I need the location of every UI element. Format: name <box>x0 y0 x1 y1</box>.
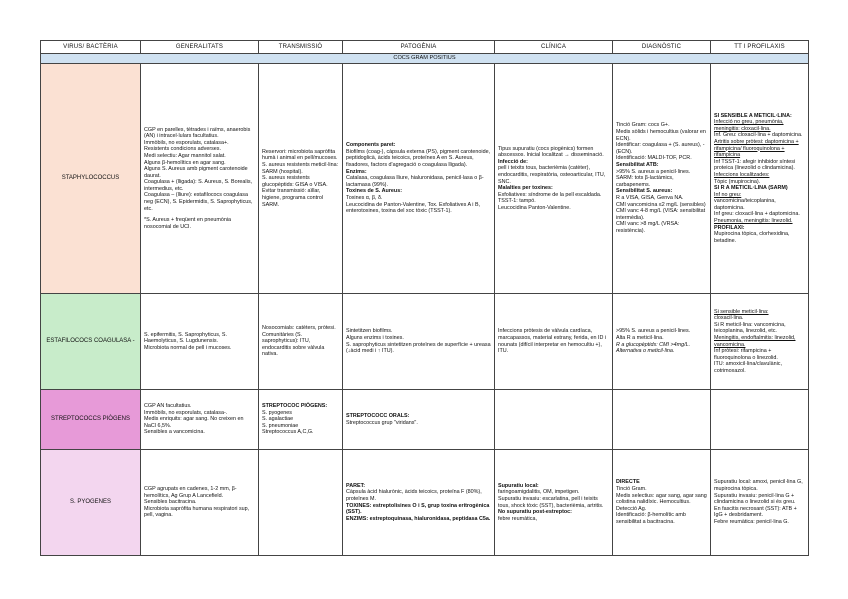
cell-generalitats <box>141 64 259 294</box>
cell-line: Tipus supuratiu (cocs piogènics) formen abscessos. Inicial localitzat → disseminació. <box>498 145 604 159</box>
cell-line: Infeccions localitzades: <box>714 171 770 178</box>
cell-line: CMI vanc >8 mg/L (VRSA: resistència). <box>616 221 680 234</box>
cell-line: SI R A METICIL·LINA (SARM) <box>714 185 788 192</box>
cell-line: Infeccions pròtesis de vàlvula cardíaca, marcapassos, material estrany, ferida, en ID i nounats (difícil interpretar en hemocultiu +), ITU. <box>498 328 607 355</box>
table-row-staphylococcus <box>41 64 809 294</box>
cell-patogenia <box>343 450 495 556</box>
cell-diagnostic <box>613 390 711 450</box>
cell-line: S. agalactiae <box>262 416 294 423</box>
cell-line: R a glucopèptids: CMI >4mg/L. Alternativa o meticil·lina. <box>616 341 691 355</box>
header-clinica: CLÍNICA <box>495 41 613 54</box>
cell-line: Càpsula àcid hialurònic, àcids teicoics, proteïna F (80%), proteïnes M. <box>346 489 482 502</box>
table-row-estafilococs-coagulasa-neg <box>41 294 809 390</box>
cell-generalitats <box>141 450 259 556</box>
cell-tt-profilaxis <box>711 390 809 450</box>
cell-line: Detecció Ag. <box>616 505 647 512</box>
header-transmissio: TRANSMISSIÓ <box>259 41 343 54</box>
cell-tt-profilaxis <box>711 294 809 390</box>
cell-line: Inf no greu: <box>714 191 742 198</box>
cell-patogenia <box>343 390 495 450</box>
cell-line: Tòpic (mupirocina). <box>714 178 761 185</box>
cell-patogenia <box>343 64 495 294</box>
cell-diagnostic <box>613 450 711 556</box>
microbiology-table <box>40 40 809 556</box>
cell-line: >95% S. aureus a penicil·lines. <box>616 168 691 175</box>
cell-line: Tinció Gram. <box>616 486 647 493</box>
cell-line: Alguns β-hemolítics en agar sang. <box>144 159 226 166</box>
cell-line: Inf TSST-1: afegir inhibidor síntesi proteica (linezolid o clindamicina). <box>714 158 796 172</box>
cell-line: PARET: <box>346 482 366 489</box>
cell-line: Components paret: <box>346 142 396 149</box>
cell-diagnostic <box>613 294 711 390</box>
cell-line: PROFILAXI: <box>714 224 745 231</box>
cell-line: Toxines α, β, δ. <box>346 194 383 201</box>
header-row <box>41 41 809 54</box>
header-virus-bacteria: VIRUS/ BACTÈRIA <box>41 41 141 54</box>
cell-line: S. epifermitis, S. Saprophyticus, S. Haemolyticus, S. Lugdunensis. <box>144 331 227 345</box>
cell-clinica <box>495 64 613 294</box>
cell-transmissio <box>259 64 343 294</box>
cell-line: Microbiota sapròfita humana respiratori sup, pell, vagina. <box>144 505 250 519</box>
cell-line: Infecció no greu, pneumònia, meningitis: cloxacil·lina. <box>714 119 784 132</box>
cell-line: Alguns S. Aureus amb pigment carotenoide daurat. <box>144 166 248 179</box>
cell-line: SARM: tots β-lactàmics, carbapenems. <box>616 175 674 188</box>
cell-line: En fascitis necrosant (SST): ATB + IgG + desbridament. <box>714 505 797 519</box>
cell-line: S. aureus resistents glucopèptids: GISA o VISA. <box>262 175 328 188</box>
cell-line: Sensibles bacitracina. <box>144 499 197 506</box>
cell-line: Nosocomials: catèters, pròtesi. <box>262 325 336 332</box>
cell-line: Supuratiu local: <box>498 482 539 489</box>
cell-line: Alta R a meticil·lina. <box>616 334 664 341</box>
cell-line: Streptococcus grup "viridans". <box>346 419 418 426</box>
cell-line: STREPTOCOC PIÒGENS: <box>262 403 328 410</box>
cell-line: Leucocidina de Panton-Valentine, Tox. Exfoliatives A i B, enterotoxines, toxina del xoc tòxic (TSST-1). <box>346 201 481 215</box>
cell-line: S. saprophyticus sintetitzen proteïnes de superfície + ureasa (↓àcid medi i ↑ ITU). <box>346 341 491 355</box>
cell-transmissio <box>259 450 343 556</box>
cell-line: *S. Aureus + freqüent en pneumònia nosocomial de UCI. <box>144 217 232 230</box>
row-name: STAPHYLOCOCCUS <box>41 64 141 294</box>
cell-line: pell i teixits tous, bacterièmia (catèter), endocarditis, respiratòria, osteoarticular, ITU, SNC. <box>498 165 606 185</box>
cell-line: S. pyogenes <box>262 409 292 416</box>
cell-line: Supuratiu invasiu: escarlatina, pell i teixits tous, shock tòxic (SST), bacterièmia, artritis. <box>498 495 604 509</box>
cell-line: TSST-1: tampó. <box>498 198 536 205</box>
cell-line: Infecció de: <box>498 158 528 165</box>
cell-line: Febre reumàtica: penicil·lina G. <box>714 518 789 525</box>
cell-line: ENZIMS: estreptoquinasa, hialuronidasa, peptidasa C5a. <box>346 515 491 522</box>
cell-line: vancomicina/teicoplanina, daptomicina. <box>714 198 776 211</box>
cell-line: Inf greu: cloxacil·lina + daptomicina. <box>714 211 800 218</box>
table-row-streptococcs-piogens <box>41 390 809 450</box>
cell-line: TOXINES: estreptolisines O i S, grup toxina eritrogènica (SST). <box>346 502 490 516</box>
cell-line: Sensibles a vancomicina. <box>144 429 205 436</box>
cell-line: CMI vanc 4-8 mg/L (VISA: sensibilitat intermèdia). <box>616 208 706 221</box>
cell-line: Artritis sobre pròtesi: daptomicina + rifampicina/ fluoroquinolona + rifampicina <box>714 138 799 159</box>
cell-line: Supuratiu invasiu: penicil·lina G + clindamicina o linezolid si és greu. <box>714 492 796 506</box>
cell-line: Medis selectius: agar sang, agar sang colistina nalidíxic. Hemocultius. <box>616 492 707 506</box>
cell-line: CGP en parelles, tètrades i raïms, anaerobis (AN) i intracel·lulars facultatius. <box>144 126 251 140</box>
header-tt-profilaxis: TT I PROFILAXIS <box>711 41 809 54</box>
cell-line: Immòbils, no esporulats, catalasa+. Resistents condicions adverses. <box>144 139 229 153</box>
cell-line: Alguns enzims i toxines. <box>346 334 404 341</box>
cell-clinica <box>495 294 613 390</box>
cell-diagnostic <box>613 64 711 294</box>
cell-line: Biofilms (coag-), càpsula externa (PS), pigment carotenoide, peptidoglicà, àcids teicoics, proteïnes A en S. Aureus, fixadores, factors d'agregació o coagulasa lligada). <box>346 148 491 169</box>
section-row <box>41 54 809 64</box>
cell-line: DIRECTE <box>616 479 640 486</box>
cell-generalitats <box>141 294 259 390</box>
cell-line: S. pneumoniae <box>262 422 299 429</box>
cell-line: Malalties per toxines: <box>498 185 553 192</box>
cell-line: Medis enriquits: agar sang. No creixen en NaCl 6,5%. <box>144 416 244 429</box>
cell-line: CMI vancomicina ≤2 mg/L (sensibles) <box>616 201 706 208</box>
cell-line: Toxines de S. Aureus: <box>346 188 403 195</box>
cell-line: No supuratiu post-estreptoc: <box>498 509 572 516</box>
cell-line: Tinció Gram: cocs G+. <box>616 122 670 129</box>
cell-line: Inf pròtesi: rifampicina + fluoroquinolona o linezolid. <box>714 348 778 361</box>
cell-line: Catalasa, coagulasa lliure, hialuronidasa, penicil·lasa o β-lactamasa (99%). <box>346 175 484 188</box>
cell-patogenia <box>343 294 495 390</box>
cell-line: Pneumonia, meningitis: linezolid. <box>714 218 793 225</box>
cell-line: Comunitàries (S. saprophyticus): ITU, endocarditis sobre vàlvula nativa. <box>262 331 325 358</box>
cell-line: S. aureus resistents meticil·lina: SARM (hospital). <box>262 162 339 175</box>
row-name: S. PYOGENES <box>41 450 141 556</box>
cell-line: ITU: amoxicil·lina/clavulànic, cotrimoxazol. <box>714 361 783 374</box>
header-generalitats: GENERALITATS <box>141 41 259 54</box>
cell-line: >95% S. aureus a penicil·lines. <box>616 328 691 335</box>
cell-line: STREPTOCOCC ORALS: <box>346 412 410 419</box>
cell-line: Coagulasa – (lliure): estafilococs coagulasa neg (ECN), S. Epidermidis, S. Saprophyticus, etc. <box>144 192 253 212</box>
cell-line: Medi selectiu: Agar mannitol salat. <box>144 152 226 159</box>
cell-transmissio <box>259 390 343 450</box>
cell-generalitats <box>141 390 259 450</box>
table-row-s-pyogenes <box>41 450 809 556</box>
header-diagnostic: DIAGNÒSTIC <box>613 41 711 54</box>
cell-line: Microbiota normal de pell i mucoses. <box>144 344 232 351</box>
cell-line: Identificació: MALDI-TOF, PCR. <box>616 155 692 162</box>
cell-line: Medis sòlids i hemocultius (valorar en ECN). <box>616 129 706 142</box>
cell-line: Identificar: coagulasa + (S. aureus), - (ECN). <box>616 142 705 155</box>
cell-line: Enzims: <box>346 168 367 175</box>
cell-line: febre reumàtica, <box>498 515 537 522</box>
cell-line: Streptococcus A,C,G. <box>262 429 314 436</box>
cell-line: Si R meticil·lina: vancomicina, teicoplanina, linezolid, etc. <box>714 321 786 335</box>
cell-tt-profilaxis <box>711 64 809 294</box>
section-title: COCS GRAM POSITIUS <box>41 54 809 64</box>
cell-line: Meningitis, endoftalmitis: linezolid, vancomicina. <box>714 334 796 348</box>
cell-line: Leucocidina Panton-Valentine. <box>498 204 571 211</box>
cell-line: Si sensible meticil·lina: <box>714 308 769 315</box>
cell-tt-profilaxis <box>711 450 809 556</box>
header-patogenia: PATOGÈNIA <box>343 41 495 54</box>
cell-line: Coagulasa + (lligada): S. Aureus, S. Borealis, intermedius, etc. <box>144 179 253 192</box>
cell-line: SI SENSIBLE A METICIL·LINA: <box>714 112 792 119</box>
cell-line: CGP agrupats en cadenes, 1-2 mm, β-hemolítics, Ag Grup A Lancefield. <box>144 486 237 499</box>
cell-line: Identificació: β-hemolític amb sensibilitat a bacitracina. <box>616 512 686 525</box>
cell-line: Mupirocina tòpica, clorhexidina, betadine. <box>714 231 790 244</box>
cell-clinica <box>495 450 613 556</box>
cell-transmissio <box>259 294 343 390</box>
cell-line: faringoamigdalitis, OM, impetigen. <box>498 489 580 496</box>
cell-line: Reservori: microbiota sapròfita humà i animal en pell/mucoses. <box>262 148 338 162</box>
cell-line: cloxacil·lina. <box>714 315 744 322</box>
cell-line: Exfoliatives: síndrome de la pell escaldada. <box>498 191 602 198</box>
cell-line: CGP AN facultatius. <box>144 403 192 410</box>
cell-line: Evitar transmissió: aïllar, higiene, programa control SARM. <box>262 188 324 208</box>
cell-line: Sensibilitat S. aureus: <box>616 188 673 195</box>
cell-line: Sintetitzen biofilms. <box>346 328 393 335</box>
row-name: STREPTOCOCCS PIÒGENS <box>41 390 141 450</box>
row-name: ESTAFILOCOCS COAGULASA - <box>41 294 141 390</box>
cell-line: Sensibilitat ATB: <box>616 162 659 169</box>
cell-line: Inf. Greu: cloxacil·lina + daptomicina. <box>714 132 803 139</box>
cell-clinica <box>495 390 613 450</box>
cell-line: Immòbils, no esporulats, catalasa-. <box>144 409 228 416</box>
cell-line: Supuratiu local: amoxi, penicil·lina G, mupirocina tòpica. <box>714 479 803 493</box>
cell-line: R a VISA, GISA, Genva NA. <box>616 194 684 201</box>
